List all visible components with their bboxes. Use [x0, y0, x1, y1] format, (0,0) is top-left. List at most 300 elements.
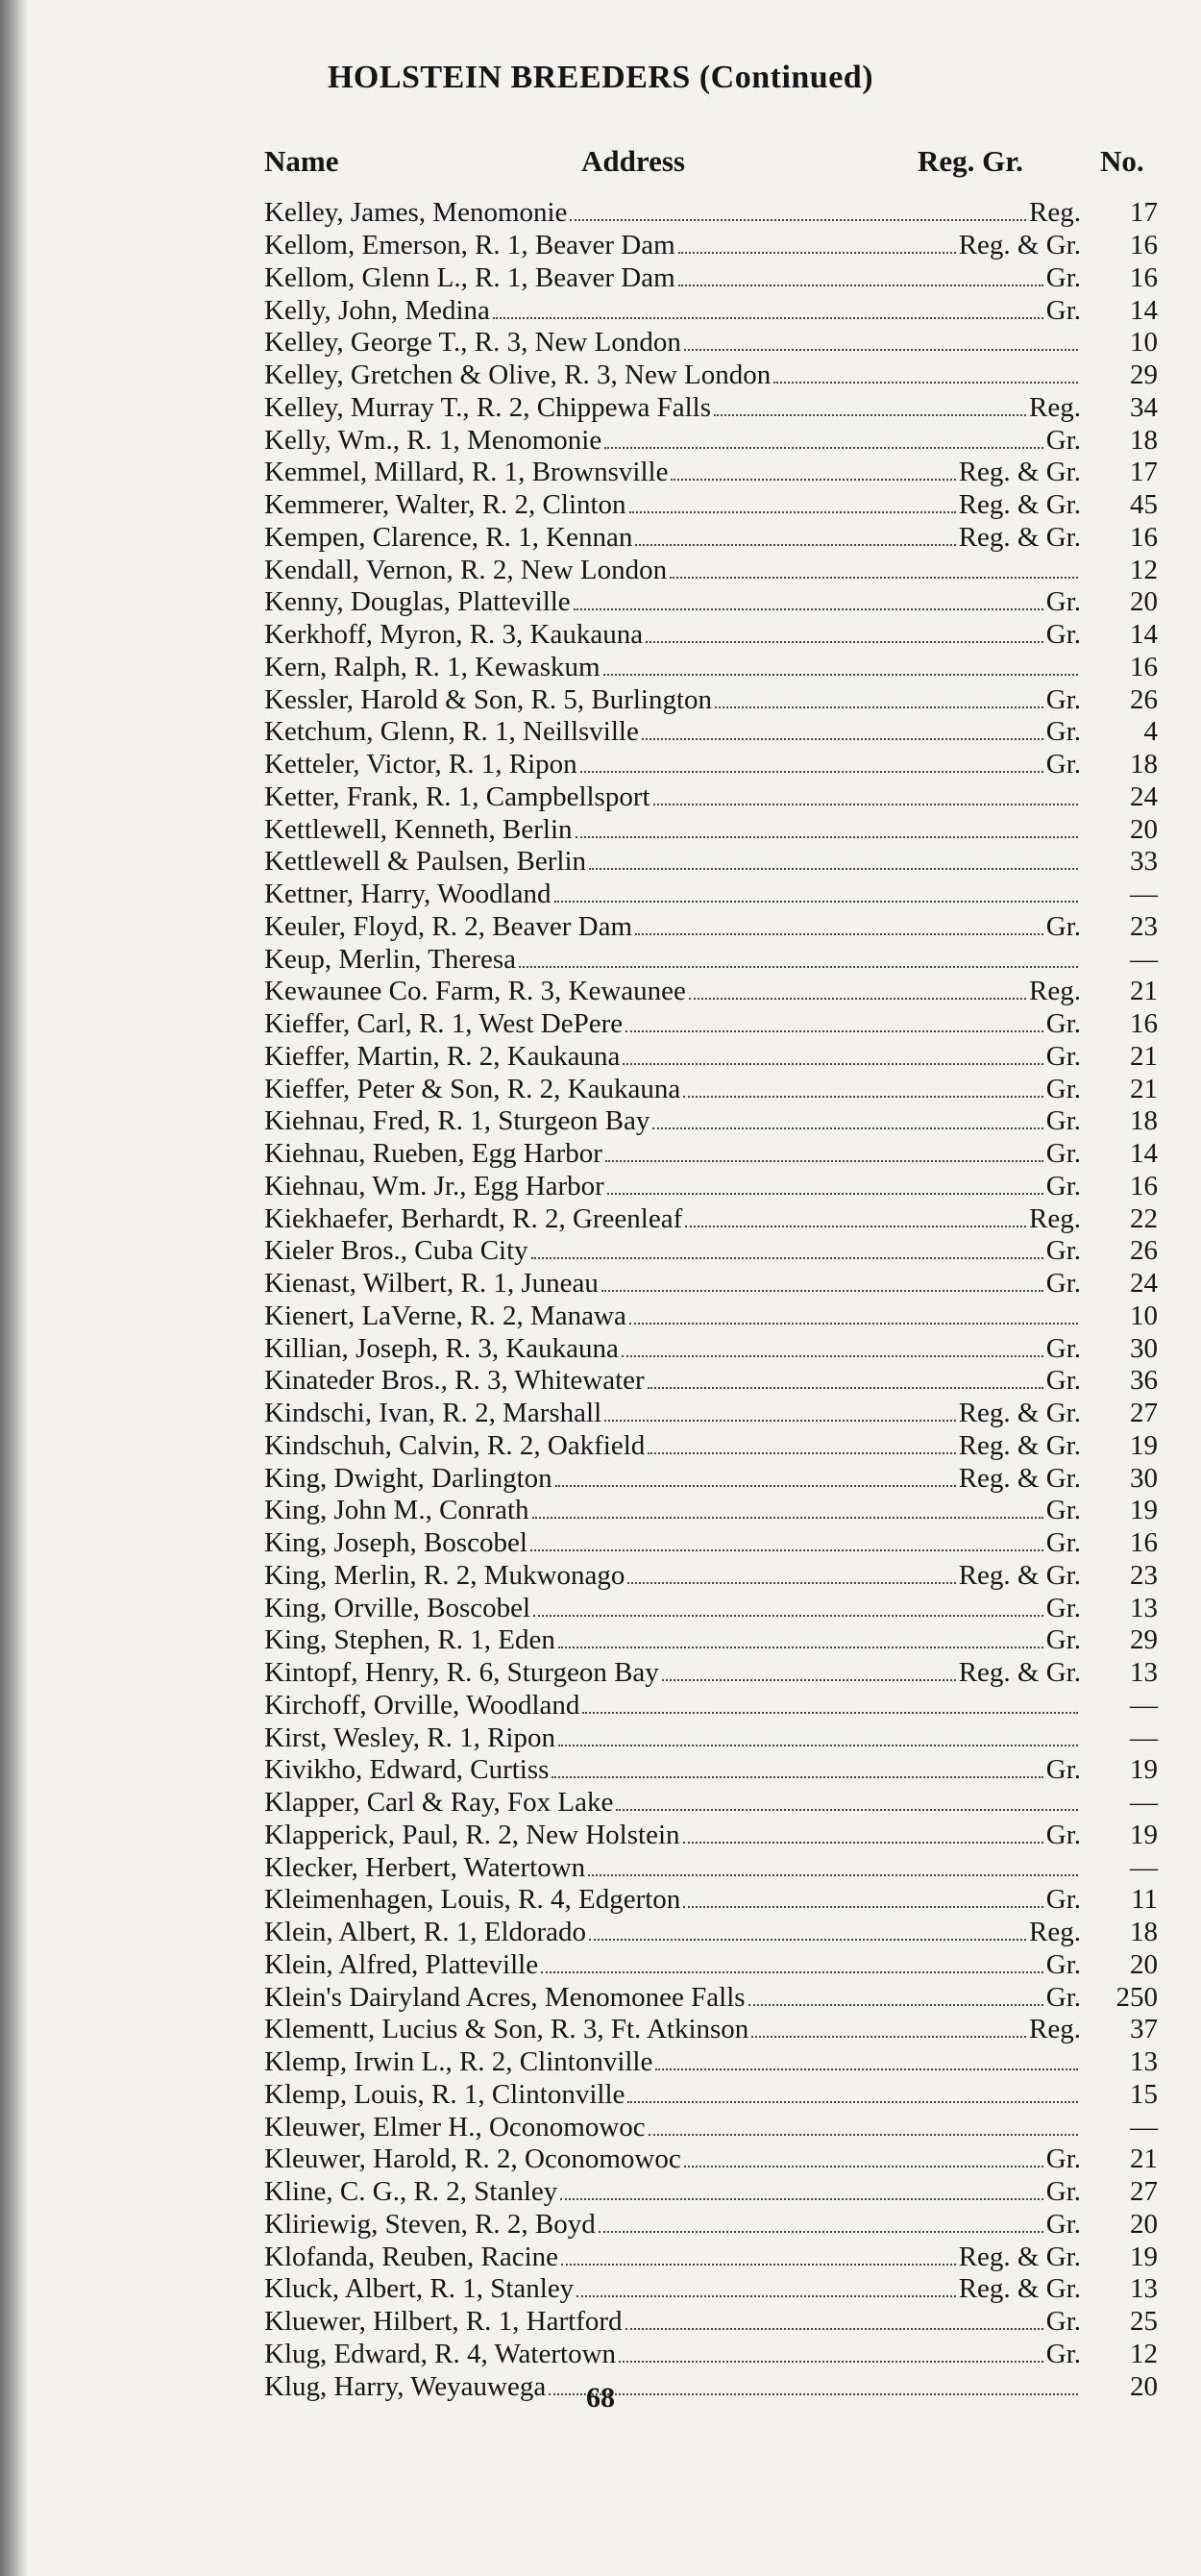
list-item — [264, 327, 1158, 359]
dot-leader — [662, 1679, 956, 1681]
breeder-entry — [264, 1560, 1081, 1592]
registration-class: Gr. — [1045, 1138, 1081, 1170]
dot-leader — [531, 1257, 1043, 1259]
registration-class: Reg. & Gr. — [958, 2273, 1081, 2305]
list-item — [264, 749, 1158, 781]
herd-count: 20 — [1130, 2208, 1158, 2240]
breeder-entry — [264, 1593, 1081, 1624]
dot-leader — [623, 1063, 1042, 1065]
dot-leader — [576, 2295, 956, 2297]
herd-count: — — [1130, 943, 1158, 975]
column-header-number: No. — [1100, 144, 1144, 178]
list-item — [264, 1365, 1158, 1398]
dot-leader — [671, 479, 955, 481]
herd-count: 45 — [1130, 489, 1158, 521]
dot-leader — [532, 1517, 1043, 1519]
breeder-entry — [264, 1333, 1081, 1365]
breeder-name-address: Kelley, Murray T., R. 2, Chippewa Falls — [264, 391, 712, 423]
dot-leader — [678, 252, 956, 254]
dot-leader — [582, 1712, 1078, 1714]
list-item — [264, 2111, 1158, 2143]
registration-class: Gr. — [1045, 1073, 1081, 1104]
breeder-name-address: Kettlewell & Paulsen, Berlin — [264, 846, 587, 878]
breeder-entry — [264, 1820, 1081, 1851]
herd-count: 30 — [1130, 1462, 1158, 1494]
registration-class: Gr. — [1045, 619, 1081, 651]
registration-class: Gr. — [1045, 1170, 1081, 1201]
breeder-name-address: King, Merlin, R. 2, Mukwonago — [264, 1559, 625, 1591]
breeder-entry — [264, 1365, 1081, 1397]
dot-leader — [576, 836, 1078, 838]
registration-class: Gr. — [1045, 2143, 1081, 2175]
breeder-entry — [264, 457, 1081, 488]
breeder-name-address: Killian, Joseph, R. 3, Kaukauna — [264, 1332, 619, 1364]
herd-count: 20 — [1130, 2370, 1158, 2402]
breeder-entry — [264, 2242, 1081, 2273]
list-item — [264, 1495, 1158, 1527]
dot-leader — [589, 1939, 1026, 1941]
breeder-entry — [264, 1527, 1081, 1559]
herd-count: — — [1130, 2111, 1158, 2143]
breeder-name-address: Klemp, Louis, R. 1, Clintonville — [264, 2078, 625, 2110]
herd-count: — — [1130, 1689, 1158, 1721]
list-item — [264, 424, 1158, 457]
breeder-name-address: Kienast, Wilbert, R. 1, Juneau — [264, 1268, 599, 1300]
list-item — [264, 2306, 1158, 2339]
dot-leader — [684, 2166, 1043, 2167]
herd-count: 29 — [1130, 359, 1158, 391]
herd-count: 17 — [1130, 197, 1158, 229]
dot-leader — [625, 1030, 1043, 1032]
list-item — [264, 1560, 1158, 1593]
registration-class: Reg. — [1029, 391, 1081, 423]
list-item — [264, 1300, 1158, 1333]
dot-leader — [649, 2134, 1078, 2136]
list-item — [264, 2339, 1158, 2371]
list-item — [264, 879, 1158, 911]
breeder-entry — [264, 2079, 1081, 2111]
breeder-name-address: Kemmel, Millard, R. 1, Brownsville — [264, 457, 669, 488]
registration-class: Gr. — [1045, 1332, 1081, 1364]
herd-count: 23 — [1130, 910, 1158, 942]
dot-leader — [648, 1452, 955, 1454]
list-item — [264, 1138, 1158, 1171]
list-item — [264, 1884, 1158, 1917]
list-item — [264, 1721, 1158, 1754]
registration-class: Reg. & Gr. — [958, 1559, 1081, 1591]
herd-count: 20 — [1130, 813, 1158, 845]
herd-count: 14 — [1130, 619, 1158, 651]
breeder-entry — [264, 1852, 1081, 1884]
breeder-entry — [264, 1268, 1081, 1300]
breeder-entry — [264, 586, 1081, 618]
list-item — [264, 1917, 1158, 1949]
page-title: HOLSTEIN BREEDERS (Continued) — [327, 60, 874, 95]
list-item — [264, 1430, 1158, 1463]
dot-leader — [607, 1193, 1043, 1195]
breeder-entry — [264, 359, 1081, 391]
list-item — [264, 1268, 1158, 1300]
list-item — [264, 1690, 1158, 1722]
breeder-entry — [264, 2112, 1081, 2143]
breeder-entry — [264, 425, 1081, 457]
dot-leader — [670, 577, 1078, 579]
herd-count: 27 — [1130, 2176, 1158, 2208]
herd-count: 11 — [1131, 1884, 1158, 1916]
herd-count: 16 — [1130, 230, 1158, 261]
breeder-entry — [264, 684, 1081, 716]
breeder-entry — [264, 2176, 1081, 2208]
herd-count: 16 — [1130, 1170, 1158, 1201]
breeder-entry — [264, 2339, 1081, 2370]
dot-leader — [558, 1745, 1078, 1746]
dot-leader — [533, 1615, 1043, 1617]
herd-count: 16 — [1130, 1527, 1158, 1559]
dot-leader — [574, 608, 1043, 610]
herd-count: 34 — [1130, 391, 1158, 423]
list-item — [264, 197, 1158, 230]
dot-leader — [635, 544, 955, 546]
breeder-entry — [264, 1722, 1081, 1754]
list-item — [264, 1398, 1158, 1430]
dot-leader — [599, 2231, 1043, 2233]
dot-leader — [580, 771, 1043, 773]
registration-class: Reg. & Gr. — [958, 457, 1081, 488]
dot-leader — [560, 2198, 1042, 2200]
list-item — [264, 457, 1158, 489]
breeder-entry — [264, 749, 1081, 780]
herd-count: 12 — [1130, 554, 1158, 585]
herd-count: 30 — [1130, 1332, 1158, 1364]
breeder-name-address: Kieffer, Martin, R. 2, Kaukauna — [264, 1040, 621, 1072]
breeder-entry — [264, 1430, 1081, 1462]
dot-leader — [603, 674, 1078, 676]
breeder-name-address: Kiehnau, Rueben, Egg Harbor — [264, 1138, 602, 1170]
breeder-name-address: Keuler, Floyd, R. 2, Beaver Dam — [264, 910, 633, 942]
dot-leader — [683, 1906, 1042, 1908]
herd-count: 18 — [1130, 1105, 1158, 1137]
herd-count: 29 — [1130, 1624, 1158, 1656]
herd-count: 22 — [1130, 1202, 1158, 1234]
list-item — [264, 2079, 1158, 2112]
herd-count: 15 — [1130, 2078, 1158, 2110]
registration-class: Gr. — [1045, 294, 1081, 326]
dot-leader — [493, 317, 1043, 319]
herd-count: 21 — [1130, 1040, 1158, 1072]
breeder-name-address: Klofanda, Reuben, Racine — [264, 2241, 559, 2272]
list-item — [264, 1851, 1158, 1884]
list-item — [264, 1787, 1158, 1820]
column-header-name: Name — [264, 144, 339, 178]
breeder-entry — [264, 2306, 1081, 2338]
breeder-entry — [264, 1949, 1081, 1981]
dot-leader — [561, 2264, 956, 2266]
breeder-name-address: Kenny, Douglas, Platteville — [264, 586, 571, 618]
registration-class: Reg. & Gr. — [958, 521, 1081, 553]
herd-count: 16 — [1130, 521, 1158, 553]
list-item — [264, 294, 1158, 327]
dot-leader — [551, 1776, 1042, 1778]
herd-count: 16 — [1130, 1008, 1158, 1040]
list-item — [264, 1592, 1158, 1624]
dot-leader — [588, 1874, 1078, 1876]
herd-count: 10 — [1130, 1300, 1158, 1331]
breeder-name-address: Kelley, Gretchen & Olive, R. 3, New London — [264, 359, 772, 391]
breeder-name-address: Kewaunee Co. Farm, R. 3, Kewaunee — [264, 976, 686, 1007]
herd-count: — — [1130, 1787, 1158, 1819]
list-item — [264, 1820, 1158, 1852]
list-item — [264, 716, 1158, 749]
herd-count: 16 — [1130, 651, 1158, 682]
breeder-name-address: Klapper, Carl & Ray, Fox Lake — [264, 1787, 614, 1819]
list-item — [264, 489, 1158, 522]
registration-class: Reg. — [1029, 1202, 1081, 1234]
list-item — [264, 1624, 1158, 1657]
breeder-entry — [264, 197, 1081, 229]
breeder-name-address: Kienert, LaVerne, R. 2, Manawa — [264, 1300, 626, 1331]
herd-count: 21 — [1130, 1073, 1158, 1104]
list-item — [264, 554, 1158, 586]
list-item — [264, 1949, 1158, 1982]
breeder-name-address: Kleimenhagen, Louis, R. 4, Edgerton — [264, 1884, 681, 1916]
dot-leader — [655, 2068, 1078, 2070]
herd-count: 19 — [1130, 2241, 1158, 2272]
breeder-entry — [264, 716, 1081, 748]
breeder-entry — [264, 295, 1081, 327]
list-item — [264, 1235, 1158, 1268]
registration-class: Reg. — [1029, 197, 1081, 229]
registration-class: Reg. & Gr. — [958, 2241, 1081, 2272]
list-item — [264, 2176, 1158, 2209]
herd-count: 14 — [1130, 1138, 1158, 1170]
dot-leader — [678, 285, 1043, 286]
registration-class: Gr. — [1045, 2176, 1081, 2208]
registration-class: Gr. — [1045, 1624, 1081, 1656]
list-item — [264, 1527, 1158, 1560]
registration-class: Gr. — [1045, 1884, 1081, 1916]
herd-count: 13 — [1130, 2273, 1158, 2305]
dot-leader — [627, 2101, 1078, 2103]
dot-leader — [570, 219, 1026, 221]
dot-leader — [622, 1355, 1043, 1357]
list-item — [264, 943, 1158, 976]
breeder-entry — [264, 1463, 1081, 1495]
breeder-entry — [264, 1138, 1081, 1170]
dot-leader — [683, 1842, 1043, 1844]
breeder-name-address: King, Stephen, R. 1, Eden — [264, 1624, 555, 1656]
breeder-entry — [264, 1917, 1081, 1948]
list-item — [264, 392, 1158, 425]
list-item — [264, 911, 1158, 944]
dot-leader — [627, 1582, 955, 1584]
list-item — [264, 2241, 1158, 2273]
breeder-name-address: Kline, C. G., R. 2, Stanley — [264, 2176, 558, 2208]
breeder-name-address: Kemmerer, Walter, R. 2, Clinton — [264, 489, 626, 521]
column-header-reg-gr: Reg. Gr. — [918, 144, 1023, 178]
herd-count: — — [1130, 879, 1158, 910]
registration-class: Gr. — [1045, 1948, 1081, 1980]
list-item — [264, 813, 1158, 846]
breeder-name-address: King, Orville, Boscobel — [264, 1592, 531, 1623]
registration-class: Gr. — [1045, 683, 1081, 715]
herd-count: 21 — [1130, 976, 1158, 1007]
list-item — [264, 2046, 1158, 2079]
list-item — [264, 359, 1158, 392]
breeder-name-address: Kelly, John, Medina — [264, 294, 490, 326]
herd-count: 13 — [1130, 2046, 1158, 2078]
dot-leader — [519, 966, 1078, 968]
breeder-name-address: Kieffer, Peter & Son, R. 2, Kaukauna — [264, 1073, 681, 1104]
dot-leader — [715, 706, 1043, 708]
dot-leader — [558, 1647, 1043, 1648]
list-item — [264, 1105, 1158, 1138]
herd-count: 19 — [1130, 1429, 1158, 1461]
breeder-name-address: Klein, Albert, R. 1, Eldorado — [264, 1917, 587, 1948]
breeder-entry — [264, 1982, 1081, 2014]
dot-leader — [555, 1485, 956, 1487]
column-headers — [264, 144, 1158, 183]
breeder-name-address: Kleuwer, Harold, R. 2, Oconomowoc — [264, 2143, 681, 2175]
list-item — [264, 1073, 1158, 1105]
dot-leader — [653, 804, 1078, 805]
breeder-name-address: Kelley, James, Menomonie — [264, 197, 568, 229]
registration-class: Reg. & Gr. — [958, 1657, 1081, 1689]
dot-leader — [773, 382, 1078, 384]
breeder-name-address: Kiehnau, Wm. Jr., Egg Harbor — [264, 1170, 604, 1201]
registration-class: Gr. — [1045, 749, 1081, 780]
dot-leader — [619, 2361, 1043, 2363]
registration-class: Gr. — [1045, 1495, 1081, 1526]
breeder-entry — [264, 619, 1081, 651]
breeder-entry — [264, 976, 1081, 1007]
breeder-entry — [264, 1495, 1081, 1526]
registration-class: Gr. — [1045, 1105, 1081, 1137]
breeder-name-address: Kern, Ralph, R. 1, Kewaskum — [264, 651, 600, 682]
breeder-entry — [264, 846, 1081, 878]
registration-class: Gr. — [1045, 1819, 1081, 1850]
herd-count: 36 — [1130, 1365, 1158, 1397]
herd-count: 18 — [1130, 1917, 1158, 1948]
list-item — [264, 522, 1158, 555]
dot-leader — [629, 511, 956, 513]
breeder-name-address: King, Dwight, Darlington — [264, 1462, 552, 1494]
registration-class: Gr. — [1045, 910, 1081, 942]
breeder-entry — [264, 781, 1081, 813]
herd-count: 26 — [1130, 683, 1158, 715]
registration-class: Reg. & Gr. — [958, 489, 1081, 521]
breeder-name-address: Kintopf, Henry, R. 6, Sturgeon Bay — [264, 1657, 659, 1689]
breeder-name-address: Kiekhaefer, Berhardt, R. 2, Greenleaf — [264, 1202, 683, 1234]
list-item — [264, 1202, 1158, 1235]
herd-count: 14 — [1130, 294, 1158, 326]
list-item — [264, 1981, 1158, 2014]
breeder-name-address: Kleuwer, Elmer H., Oconomowoc — [264, 2111, 646, 2143]
breeder-name-address: Kliriewig, Steven, R. 2, Boyd — [264, 2208, 596, 2240]
breeder-entry — [264, 1008, 1081, 1040]
breeder-entry — [264, 879, 1081, 910]
herd-count: 37 — [1130, 2014, 1158, 2045]
dot-leader — [751, 2036, 1026, 2038]
registration-class: Gr. — [1045, 586, 1081, 618]
breeder-name-address: Kivikho, Edward, Curtiss — [264, 1754, 550, 1786]
breeder-entry — [264, 2273, 1081, 2305]
breeder-entry — [264, 2209, 1081, 2241]
breeder-entry — [264, 1624, 1081, 1656]
list-item — [264, 2273, 1158, 2306]
breeder-entry — [264, 2046, 1081, 2078]
column-header-address: Address — [581, 144, 685, 178]
list-item — [264, 262, 1158, 295]
list-item — [264, 1462, 1158, 1495]
dot-leader — [554, 901, 1079, 903]
list-item — [264, 2143, 1158, 2176]
breeder-name-address: Ketchum, Glenn, R. 1, Neillsville — [264, 716, 639, 748]
breeder-entry — [264, 1690, 1081, 1721]
herd-count: 16 — [1130, 261, 1158, 293]
herd-count: 19 — [1130, 1819, 1158, 1850]
list-item — [264, 230, 1158, 262]
registration-class: Gr. — [1045, 424, 1081, 456]
breeder-name-address: Kellom, Emerson, R. 1, Beaver Dam — [264, 230, 675, 261]
registration-class: Gr. — [1045, 1365, 1081, 1397]
breeder-name-address: Ketter, Frank, R. 1, Campbellsport — [264, 780, 650, 812]
dot-leader — [714, 414, 1026, 416]
registration-class: Gr. — [1045, 261, 1081, 293]
breeder-name-address: Kieler Bros., Cuba City — [264, 1235, 528, 1267]
herd-count: 19 — [1130, 1754, 1158, 1786]
list-item — [264, 976, 1158, 1008]
breeder-name-address: Klementt, Lucius & Son, R. 3, Ft. Atkinson — [264, 2014, 749, 2045]
breeder-entry — [264, 1171, 1081, 1202]
list-item — [264, 652, 1158, 684]
breeder-entry — [264, 944, 1081, 976]
registration-class: Gr. — [1045, 1008, 1081, 1040]
dot-leader — [541, 1971, 1043, 1973]
registration-class: Reg. — [1029, 2014, 1081, 2045]
herd-count: 13 — [1130, 1592, 1158, 1623]
list-item — [264, 1332, 1158, 1365]
registration-class: Gr. — [1045, 2208, 1081, 2240]
breeder-name-address: Klug, Edward, R. 4, Watertown — [264, 2338, 617, 2369]
list-item — [264, 1171, 1158, 1203]
list-item — [264, 846, 1158, 879]
list-item — [264, 2209, 1158, 2242]
breeder-entry — [264, 2014, 1081, 2045]
herd-count: 250 — [1115, 1981, 1158, 2013]
registration-class: Gr. — [1045, 1268, 1081, 1300]
dot-leader — [646, 641, 1043, 643]
breeder-name-address: Klecker, Herbert, Watertown — [264, 1851, 586, 1883]
breeder-name-address: King, John M., Conrath — [264, 1495, 529, 1526]
list-item — [264, 2014, 1158, 2046]
herd-count: 17 — [1130, 457, 1158, 488]
breeder-entry — [264, 555, 1081, 586]
breeder-name-address: Klein, Alfred, Platteville — [264, 1948, 539, 1980]
dot-leader — [530, 1549, 1043, 1551]
breeder-name-address: Kiehnau, Fred, R. 1, Sturgeon Bay — [264, 1105, 650, 1137]
breeder-entry — [264, 814, 1081, 846]
herd-count: 18 — [1130, 749, 1158, 780]
dot-leader — [684, 349, 1078, 351]
list-item — [264, 1008, 1158, 1041]
registration-class: Reg. & Gr. — [958, 1429, 1081, 1461]
breeder-entry — [264, 2143, 1081, 2175]
dot-leader — [604, 447, 1043, 449]
dot-leader — [635, 933, 1043, 935]
herd-count: 25 — [1130, 2306, 1158, 2338]
breeder-entry — [264, 1657, 1081, 1689]
herd-count: 23 — [1130, 1559, 1158, 1591]
